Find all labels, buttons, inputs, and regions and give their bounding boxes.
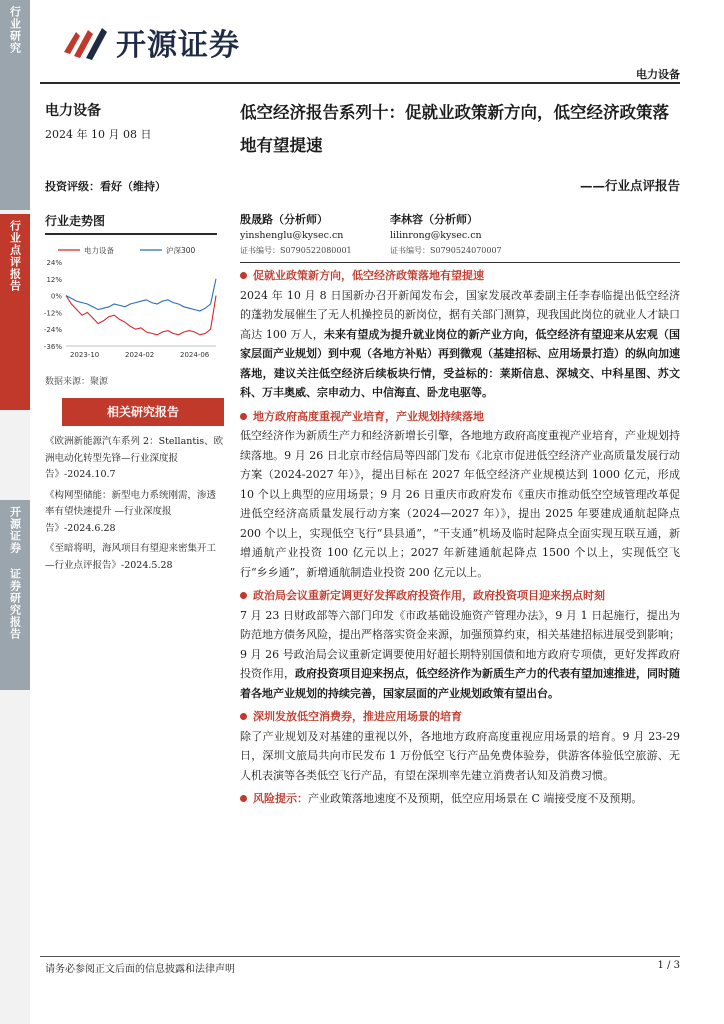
author-name: 李林容（分析师） (390, 213, 478, 226)
bullet-icon (240, 713, 247, 720)
section-heading: 政治局会议重新定调更好发挥政府投资作用，政府投资项目迎来拐点时刻 (240, 586, 680, 606)
x-tick-label: 2024-02 (125, 351, 155, 359)
footer-divider (40, 956, 680, 957)
bullet-icon (240, 795, 247, 802)
author-name: 殷晟路（分析师） (240, 213, 328, 226)
section-heading: 深圳发放低空消费券，推进应用场景的培育 (240, 707, 680, 727)
author-cert: 证书编号：S0790522080001 (240, 246, 352, 255)
authors-block (240, 212, 680, 262)
risk-warning: 风险提示：产业政策落地速度不及预期，低空应用场景在 C 端接受度不及预期。 (240, 789, 680, 809)
chart-source: 数据来源：聚源 (45, 377, 109, 387)
section-paragraph: 除了产业规划及对基建的重视以外，各地地方政府高度重视应用场景的培育。9 月 23-29 日，深圳文旅局共向市民发布 1 万份低空飞行产品免费体验券，供游客体验低空旅游、无人机表演等各类低空飞行产品，有望在深圳率先建立消费者认知及消费习惯。 (240, 729, 680, 782)
y-tick-label: -24% (43, 326, 62, 335)
y-tick-label: -36% (43, 343, 62, 351)
investment-rating: 投资评级：看好（维持） (45, 180, 166, 193)
industry-trend-chart (40, 242, 222, 368)
x-tick-label: 2024-06 (180, 351, 210, 359)
bullet-icon (240, 592, 247, 599)
author-email[interactable]: yinshenglu@kysec.cn (240, 230, 344, 241)
y-tick-label: 24% (46, 259, 62, 267)
side-label-brand: 开源证券 证券研究报告 (0, 500, 30, 690)
related-report-item[interactable]: 《欧洲新能源汽车系列 2：Stellantis、欧洲电动化转型先锋—行业深度报告》-2024.10.7 (45, 436, 224, 480)
section-heading: 促就业政策新方向，低空经济政策落地有望提速 (240, 266, 680, 286)
side-strip (0, 0, 30, 1024)
report-date: 2024 年 10 月 08 日 (45, 128, 152, 141)
report-title: 低空经济报告系列十：促就业政策新方向，低空经济政策落地有望提速 (240, 103, 669, 155)
author-email[interactable]: lilinrong@kysec.cn (390, 230, 482, 241)
section-paragraph: 2024 年 10 月 8 日国新办召开新闻发布会，国家发展改革委副主任李春临提出低空经济的蓬勃发展催生了无人机操控员的新岗位，据有关部门测算，现我国此岗位的就业人才缺口高达 100 万人，未来有望成为提升就业岗位的新产业方向，低空经济有望迎来从宏观（国家层面产业规划）到中观（各地方补贴）再到微观（基建招标、应用场景打造）的纵向加速落地，建议关注低空经济后续板块行情，受益标的：莱斯信息、深城交、中科星图、苏文科、万丰奥威、宗申动力、中信海直、卧龙电驱等。 (240, 288, 680, 399)
report-body (240, 266, 680, 813)
x-tick-label: 2023-10 (70, 351, 100, 359)
trend-chart-title: 行业走势图 (45, 212, 217, 235)
report-subtitle: ——行业点评报告 (579, 178, 680, 193)
y-tick-label: -12% (43, 309, 62, 318)
section-paragraph: 7 月 23 日财政部等六部门印发《市政基础设施资产管理办法》，9 月 1 日起施行，提出为防范地方债务风险，提出严格落实资金来源，加强预算约束，相关基建招标进展受到影响；9 月 26 号政治局会议重新定调要使用好超长期特别国债和地方政府专项债，更好发挥政府投资作用，政府投资项目迎来拐点，低空经济作为新质生产力的代表有望加速推进，同时随着各地产业规划的持续完善，国家层面的产业规划政策有望出台。 (240, 608, 680, 700)
legend-label: 电力设备 (84, 246, 114, 255)
industry-name: 电力设备 (45, 103, 101, 119)
side-label-report-type: 行业点评报告 (0, 214, 30, 410)
brand-name: 开源证券 (116, 28, 240, 63)
section-heading: 地方政府高度重视产业培育，产业规划持续落地 (240, 407, 680, 427)
bullet-icon (240, 413, 247, 420)
related-report-item[interactable]: 《至暗将明，海风项目有望迎来密集开工—行业点评报告》-2024.5.28 (45, 543, 217, 571)
y-tick-label: 0% (50, 292, 62, 301)
header-industry-tag: 电力设备 (636, 68, 680, 81)
y-tick-label: 12% (46, 275, 62, 284)
author-cert: 证书编号：S0790524070007 (390, 246, 502, 255)
author-card (390, 212, 590, 257)
page-number: 1 / 3 (657, 960, 680, 971)
bullet-icon (240, 272, 247, 279)
header-divider (40, 82, 680, 84)
footer-disclaimer: 请务必参阅正文后面的信息披露和法律声明 (45, 964, 235, 975)
authors-divider (240, 262, 680, 263)
section-paragraph: 低空经济作为新质生产力和经济新增长引擎，各地地方政府高度重视产业培育，产业规划持续落地。9 月 26 日北京市经信局等四部门发布《北京市促进低空经济产业高质量发展行动方案（2024-2027 年）》，提出目标在 2027 年低空经济产业规模达到 1000 亿元，形成 10 个以上典型的应用场景；9 月 26 日重庆市政府发布《重庆市推动低空空域管理改革促进低空经济高质量发展行动方案（2024—2027 年）》，提出 2025 年要建成通航起降点 200 个以上，实现低空飞行“县县通”，“干支通”机场及临时起降点全面实现互联互通，新增通航产业投资 100 亿元以上；2027 年新建通航起降点 1500 个以上，实现低空飞行“乡乡通”，新增通航制造业投资 200 亿元以上。 (240, 429, 680, 579)
brand-logo (62, 20, 240, 64)
side-label-research: 行业研究 (0, 0, 30, 210)
legend-label: 沪深300 (166, 246, 196, 255)
related-reports-header: 相关研究报告 (62, 398, 224, 426)
logo-mark-icon (62, 22, 108, 62)
related-reports-list (45, 434, 225, 578)
series-line-csi300 (66, 279, 216, 311)
related-report-item[interactable]: 《构网型储能：新型电力系统刚需，渗透率有望快速提升 —行业深度报告》-2024.6.28 (45, 489, 217, 534)
